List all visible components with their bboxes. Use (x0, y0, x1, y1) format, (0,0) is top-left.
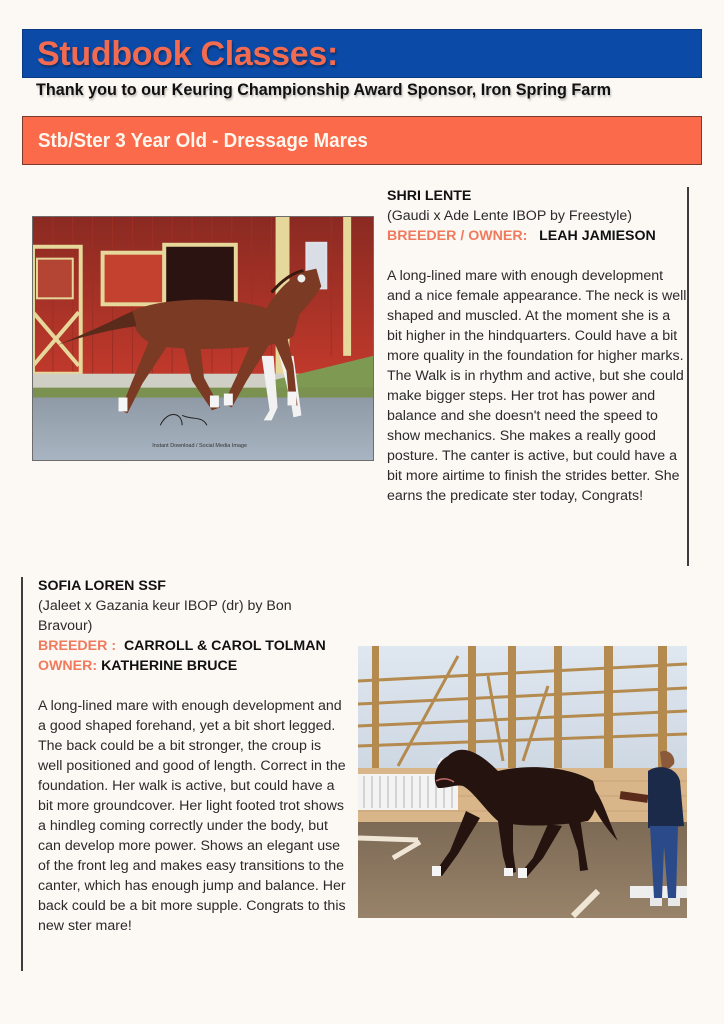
breeder-value: CARROLL & CAROL TOLMAN (123, 638, 326, 654)
class-title: Stb/Ster 3 Year Old - Dressage Mares (38, 130, 368, 152)
page-title: Studbook Classes: (37, 35, 338, 73)
judge-comment-continued: The Walk is in rhythm and active, but she could make bigger steps. Her trot has power and balance and she doesn't need the speed to show mechanics. She makes a really good posture. The canter is active, but could have a bit more airtime to finish the strides better. She earns the predicate ster today, Congrats! (387, 368, 684, 504)
class-section-banner (22, 116, 702, 165)
horse-pedigree: (Jaleet x Gazania keur IBOP (dr) by Bon Bravour) (38, 598, 292, 634)
owner-value: KATHERINE BRUCE (101, 658, 238, 674)
horse-photo-image (33, 217, 373, 460)
horse-photo-image (358, 646, 687, 918)
breeder-label: BREEDER : (38, 638, 117, 654)
judge-comment: A long-lined mare with enough development and a nice female appearance. The neck is well shaped and muscled. At the moment she is a bit higher in the hindquarters. Could have a bit more quality in the foundation for higher marks. (387, 268, 687, 364)
column-divider-left (21, 577, 23, 971)
horse-name: SHRI LENTE (387, 188, 472, 204)
horse-name: SOFIA LOREN SSF (38, 578, 166, 594)
studbook-title-banner (22, 29, 702, 78)
photo-watermark: Instant Download / Social Media Image (152, 443, 247, 450)
column-divider-right (687, 187, 689, 566)
owner-line (38, 656, 348, 676)
shri-lente-photo (32, 216, 374, 461)
breeder-owner-label: BREEDER / OWNER: (387, 228, 528, 244)
entry-shri-lente (387, 186, 687, 506)
sofia-loren-photo (358, 646, 687, 918)
judge-comment: A long-lined mare with enough development and a good shaped forehand, yet a bit short legged. The back could be a bit stronger, the croup is well positioned and good of length. Correct in the foundation. Her walk is active, but could have a bit more groundcover. Her light footed trot shows a hindleg coming correctly under the body, but can develop more power. Shows an elegant use of the front leg and makes easy transitions to the canter, which has enough jump and balance. Her back could be a bit more supple. Congrats to this new ster mare! (38, 698, 346, 934)
breeder-owner-line (387, 226, 687, 246)
entry-sofia-loren-ssf (38, 576, 348, 936)
horse-pedigree: (Gaudi x Ade Lente IBOP by Freestyle) (387, 208, 632, 224)
sponsor-acknowledgement: Thank you to our Keuring Championship Award Sponsor, Iron Spring Farm (36, 81, 611, 99)
owner-label: OWNER: (38, 658, 98, 674)
breeder-line (38, 636, 348, 656)
breeder-owner-value: LEAH JAMIESON (539, 228, 656, 244)
